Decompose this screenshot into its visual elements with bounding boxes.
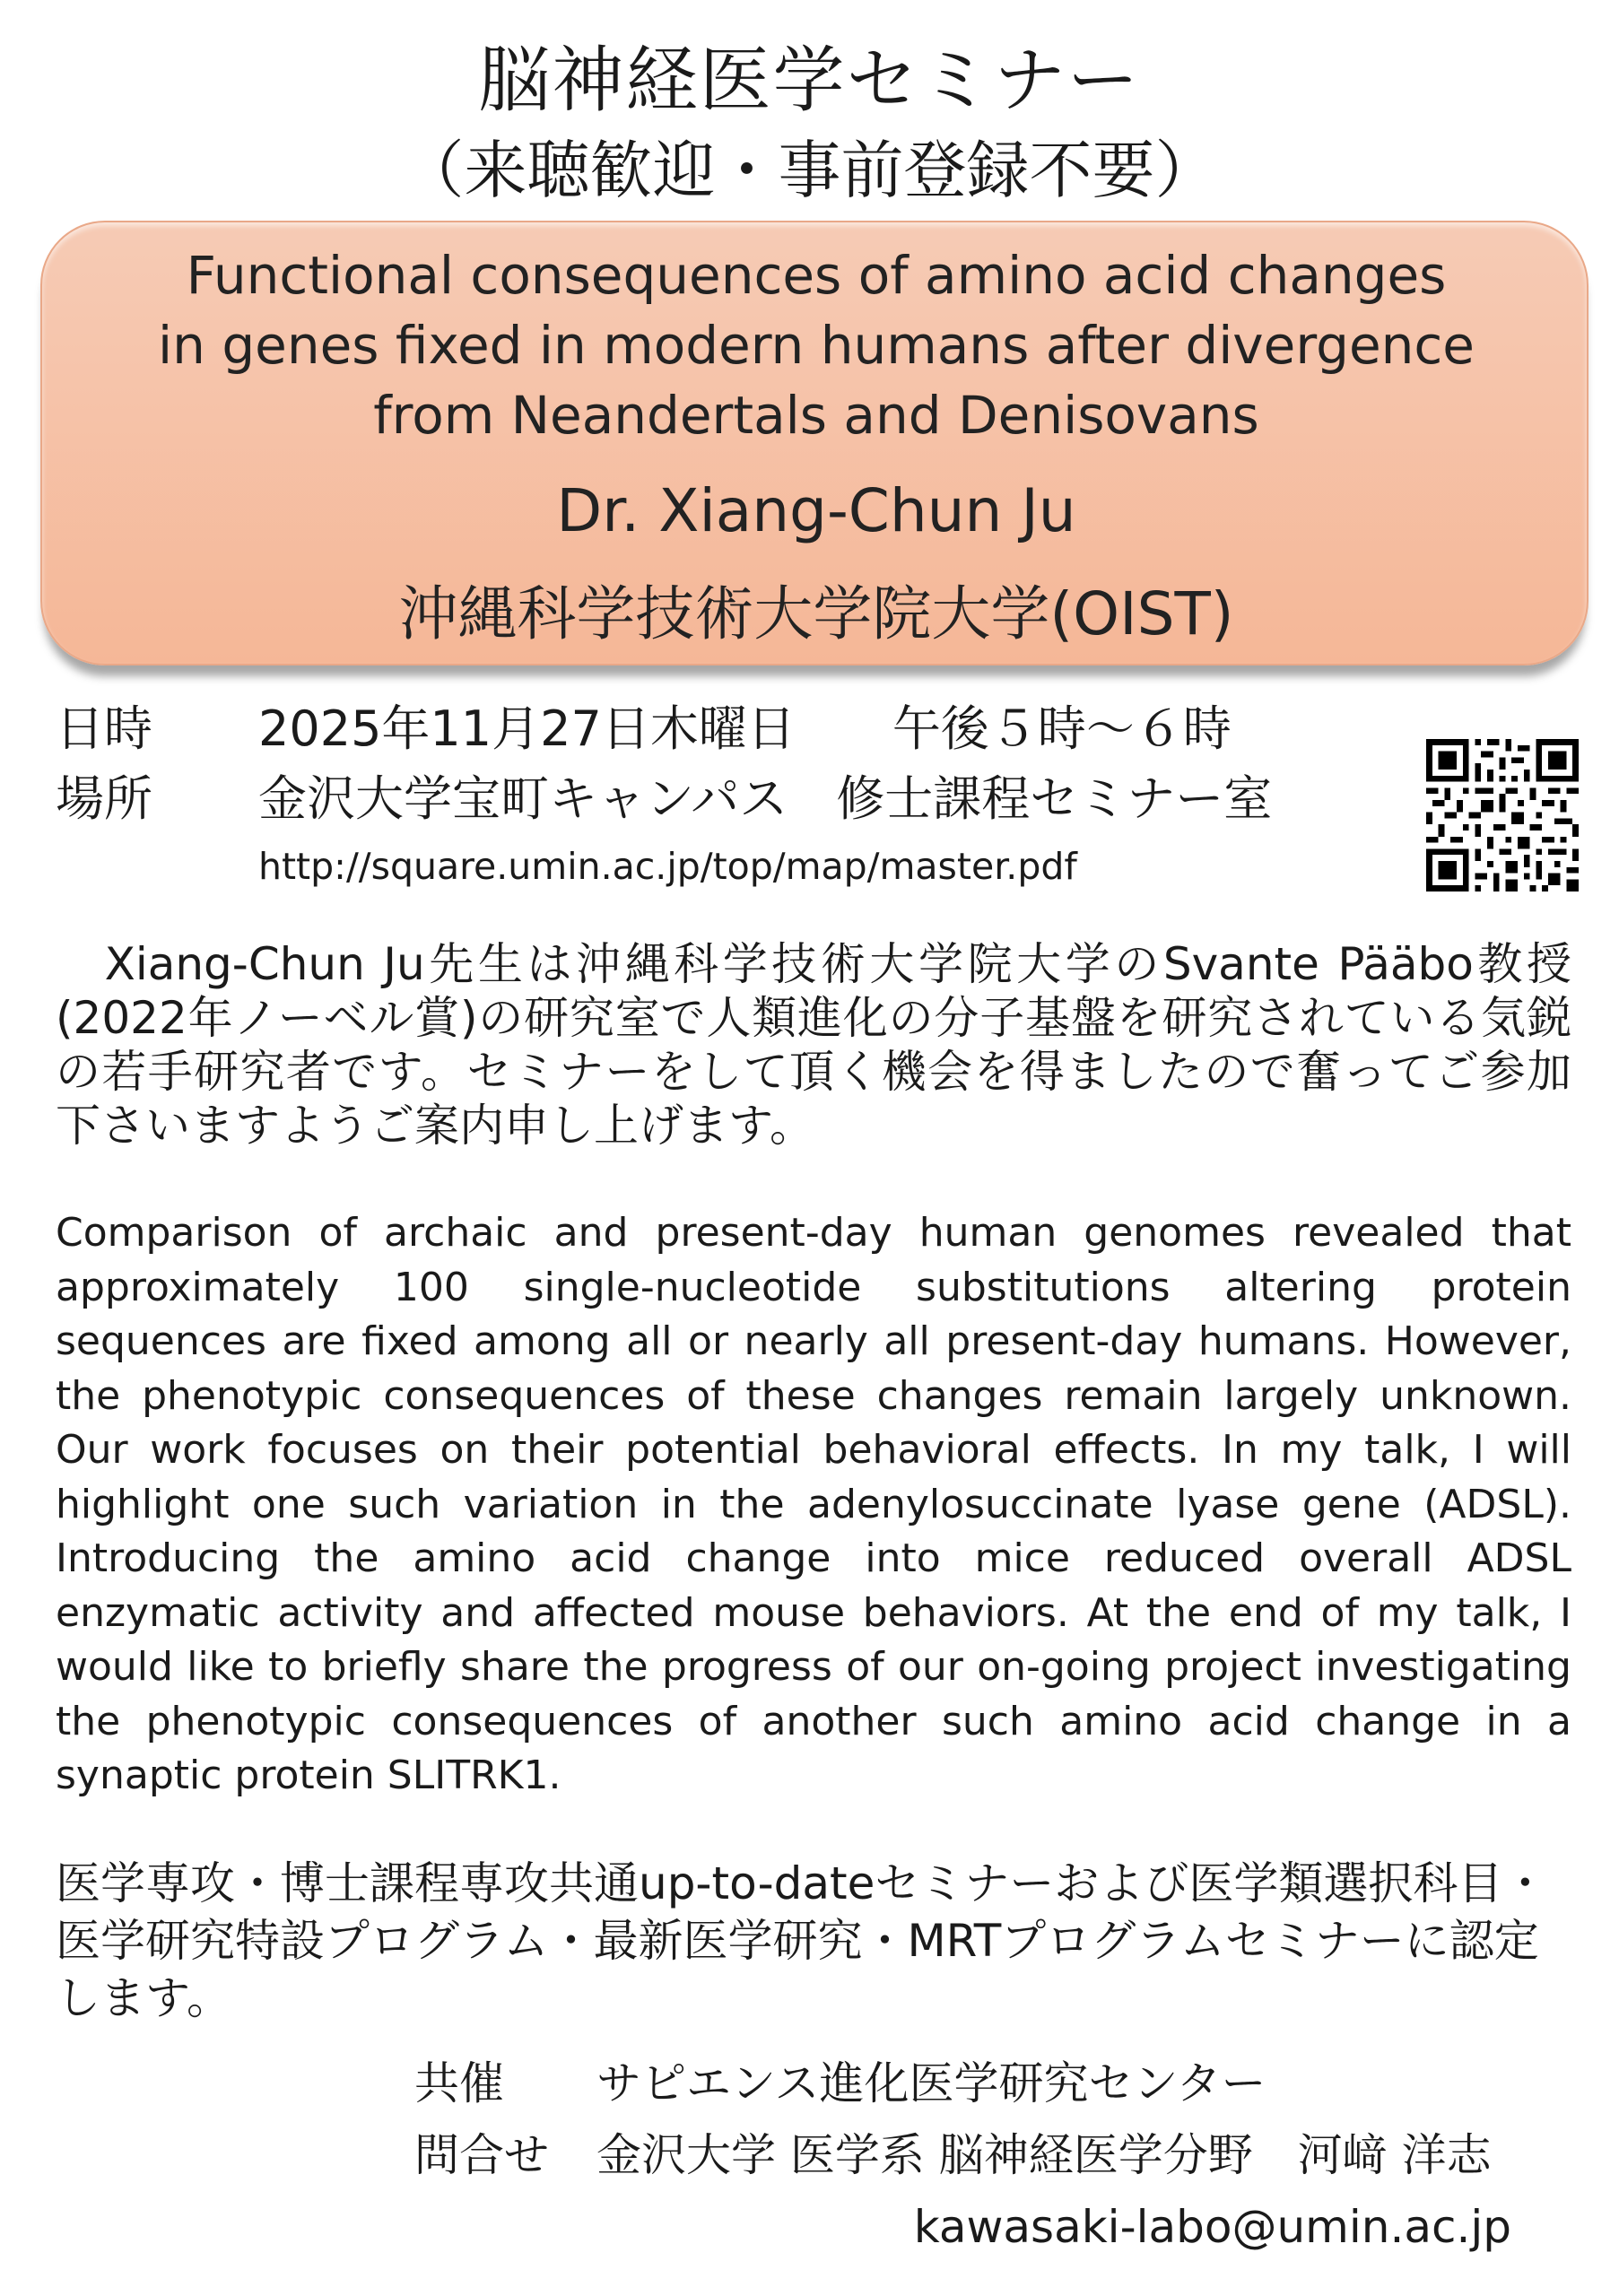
qr-code-icon[interactable] xyxy=(1426,739,1579,891)
speaker-affiliation: 沖縄科学技術大学院大学(OIST) xyxy=(398,579,1234,648)
talk-title-line: Functional consequences of amino acid changes xyxy=(186,245,1447,306)
speaker-name: Dr. Xiang-Chun Ju xyxy=(556,476,1076,545)
intro-paragraph: Xiang-Chun Ju先生は沖縄科学技術大学院大学のSvante Pääbo教授(2022年ノーベル賞)の研究室で人類進化の分子基盤を研究されている気鋭の若手研究者です。セミナーをして頂く機会を得ましたので奮ってご参加下さいますようご案内申し上げます。 xyxy=(56,938,1571,1152)
map-link[interactable]: http://square.umin.ac.jp/top/map/master.pdf xyxy=(258,845,1077,888)
page-subtitle: （来聴歓迎・事前登録不要） xyxy=(401,134,1218,207)
abstract-paragraph: Comparison of archaic and present-day human genomes revealed that approximately 100 single-nucleotide substitutions altering protein sequences are fixed among all or nearly all present-day humans. However, the phenotypic consequences of these changes remain largely unknown. Our work focuses on their potential behavioral effects. In my talk, I will highlight one such variation in the adenylosuccinate lyase gene (ADSL). Introducing the amino acid change into mice reduced overall ADSL enzymatic activity and affected mouse behaviors. At the end of my talk, I would like to briefly share the progress of our on-going project investigating the phenotypic consequences of another such amino acid change in a synaptic protein SLITRK1. xyxy=(56,1210,1571,1798)
talk-title-line: in genes fixed in modern humans after divergence xyxy=(158,315,1475,376)
date-value: 2025年11月27日木曜日 午後５時～６時 xyxy=(258,700,1232,757)
place-label: 場所 xyxy=(56,770,152,827)
cohost-value: サピエンス進化医学研究センター xyxy=(596,2057,1266,2109)
page-title: 脳神経医学セミナー xyxy=(478,39,1141,122)
contact-value: 金沢大学 医学系 脳神経医学分野 河﨑 洋志 xyxy=(596,2129,1492,2181)
place-value: 金沢大学宝町キャンパス 修士課程セミナー室 xyxy=(258,770,1273,827)
cohost-label: 共催 xyxy=(414,2057,504,2109)
talk-title-line: from Neandertals and Denisovans xyxy=(373,385,1259,446)
talk-title xyxy=(54,240,1579,450)
contact-label: 問合せ xyxy=(414,2129,549,2181)
date-label: 日時 xyxy=(56,700,152,757)
contact-email[interactable]: kawasaki-labo@umin.ac.jp xyxy=(913,2201,1511,2253)
credit-note: 医学専攻・博士課程専攻共通up-to-dateセミナーおよび医学類選択科目・医学研究特設プログラム・最新医学研究・MRTプログラムセミナーに認定します。 xyxy=(56,1857,1548,2024)
